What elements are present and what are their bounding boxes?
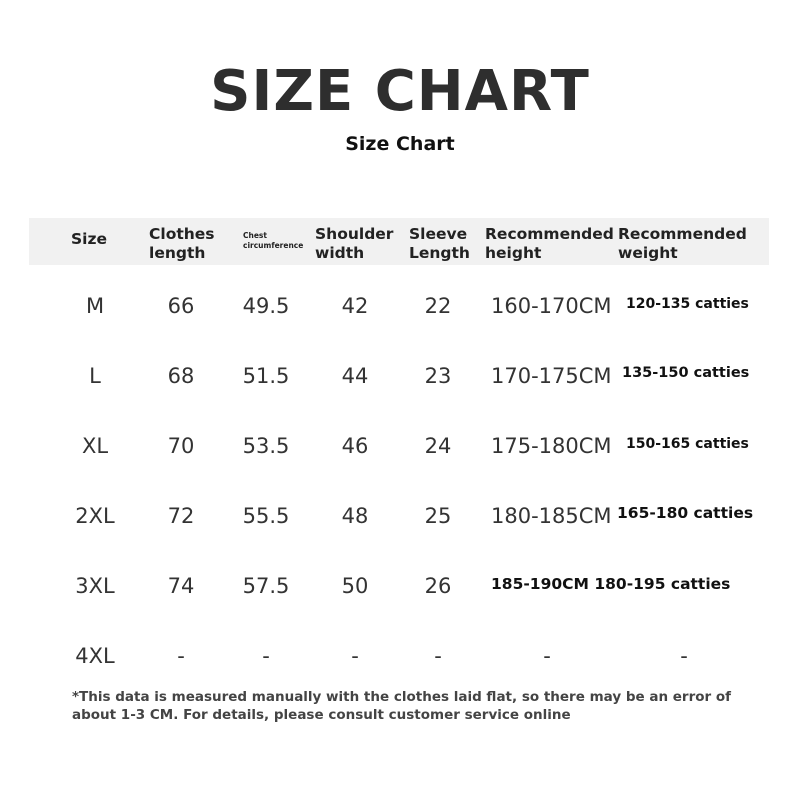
table-row (0, 356, 800, 396)
cell-shoulder: 50 (341, 574, 369, 598)
table-row (0, 636, 800, 676)
cell-length: 66 (167, 294, 195, 318)
header-shoulder-width: Shoulder width (315, 225, 394, 262)
cell-shoulder: 44 (341, 364, 369, 388)
cell-sleeve: 24 (424, 434, 452, 458)
cell-chest: - (262, 644, 270, 668)
cell-height: 160-170CM (491, 294, 612, 318)
cell-chest: 51.5 (242, 364, 290, 388)
cell-height: 180-185CM (491, 504, 612, 528)
header-recommended-weight: Recommended weight (618, 225, 747, 262)
table-row (0, 426, 800, 466)
cell-shoulder: 48 (341, 504, 369, 528)
cell-weight: 165-180 catties (617, 504, 754, 522)
cell-size: L (89, 364, 101, 388)
cell-length: 68 (167, 364, 195, 388)
cell-chest: 53.5 (242, 434, 290, 458)
cell-height: 170-175CM (491, 364, 612, 388)
cell-weight: 135-150 catties (622, 365, 750, 381)
measurement-note: *This data is measured manually with the clothes laid flat, so there may be an error of about 1-3 CM. For details, please consult customer service online (72, 689, 732, 723)
cell-sleeve: - (434, 644, 442, 668)
header-size: Size (71, 230, 108, 248)
cell-height-weight: 185-190CM 180-195 catties (491, 575, 731, 593)
table-row (0, 566, 800, 606)
table-row (0, 286, 800, 326)
cell-length: 72 (167, 504, 195, 528)
page-subtitle: Size Chart (345, 133, 455, 155)
header-clothes-length: Clothes length (149, 225, 215, 262)
cell-length: 70 (167, 434, 195, 458)
page-title: SIZE CHART (210, 59, 590, 124)
cell-chest: 57.5 (242, 574, 290, 598)
cell-size: M (85, 294, 105, 318)
cell-length: - (177, 644, 185, 668)
table-row (0, 496, 800, 536)
cell-weight: 120-135 catties (626, 296, 749, 312)
cell-sleeve: 22 (424, 294, 452, 318)
header-recommended-height: Recommended height (485, 225, 614, 262)
cell-shoulder: 46 (341, 434, 369, 458)
cell-shoulder: - (351, 644, 359, 668)
header-chest: Chest circumference (243, 231, 304, 250)
cell-height: 175-180CM (491, 434, 612, 458)
cell-weight: 150-165 catties (626, 436, 749, 452)
cell-size: 4XL (75, 644, 115, 668)
cell-size: 3XL (75, 574, 115, 598)
cell-sleeve: 26 (424, 574, 452, 598)
cell-size: XL (81, 434, 109, 458)
cell-height: - (543, 644, 551, 668)
header-sleeve-length: Sleeve Length (409, 225, 470, 262)
cell-sleeve: 25 (424, 504, 452, 528)
cell-sleeve: 23 (424, 364, 452, 388)
cell-chest: 55.5 (242, 504, 290, 528)
cell-chest: 49.5 (242, 294, 290, 318)
cell-length: 74 (167, 574, 195, 598)
cell-weight: - (680, 644, 688, 668)
cell-size: 2XL (75, 504, 115, 528)
cell-shoulder: 42 (341, 294, 369, 318)
